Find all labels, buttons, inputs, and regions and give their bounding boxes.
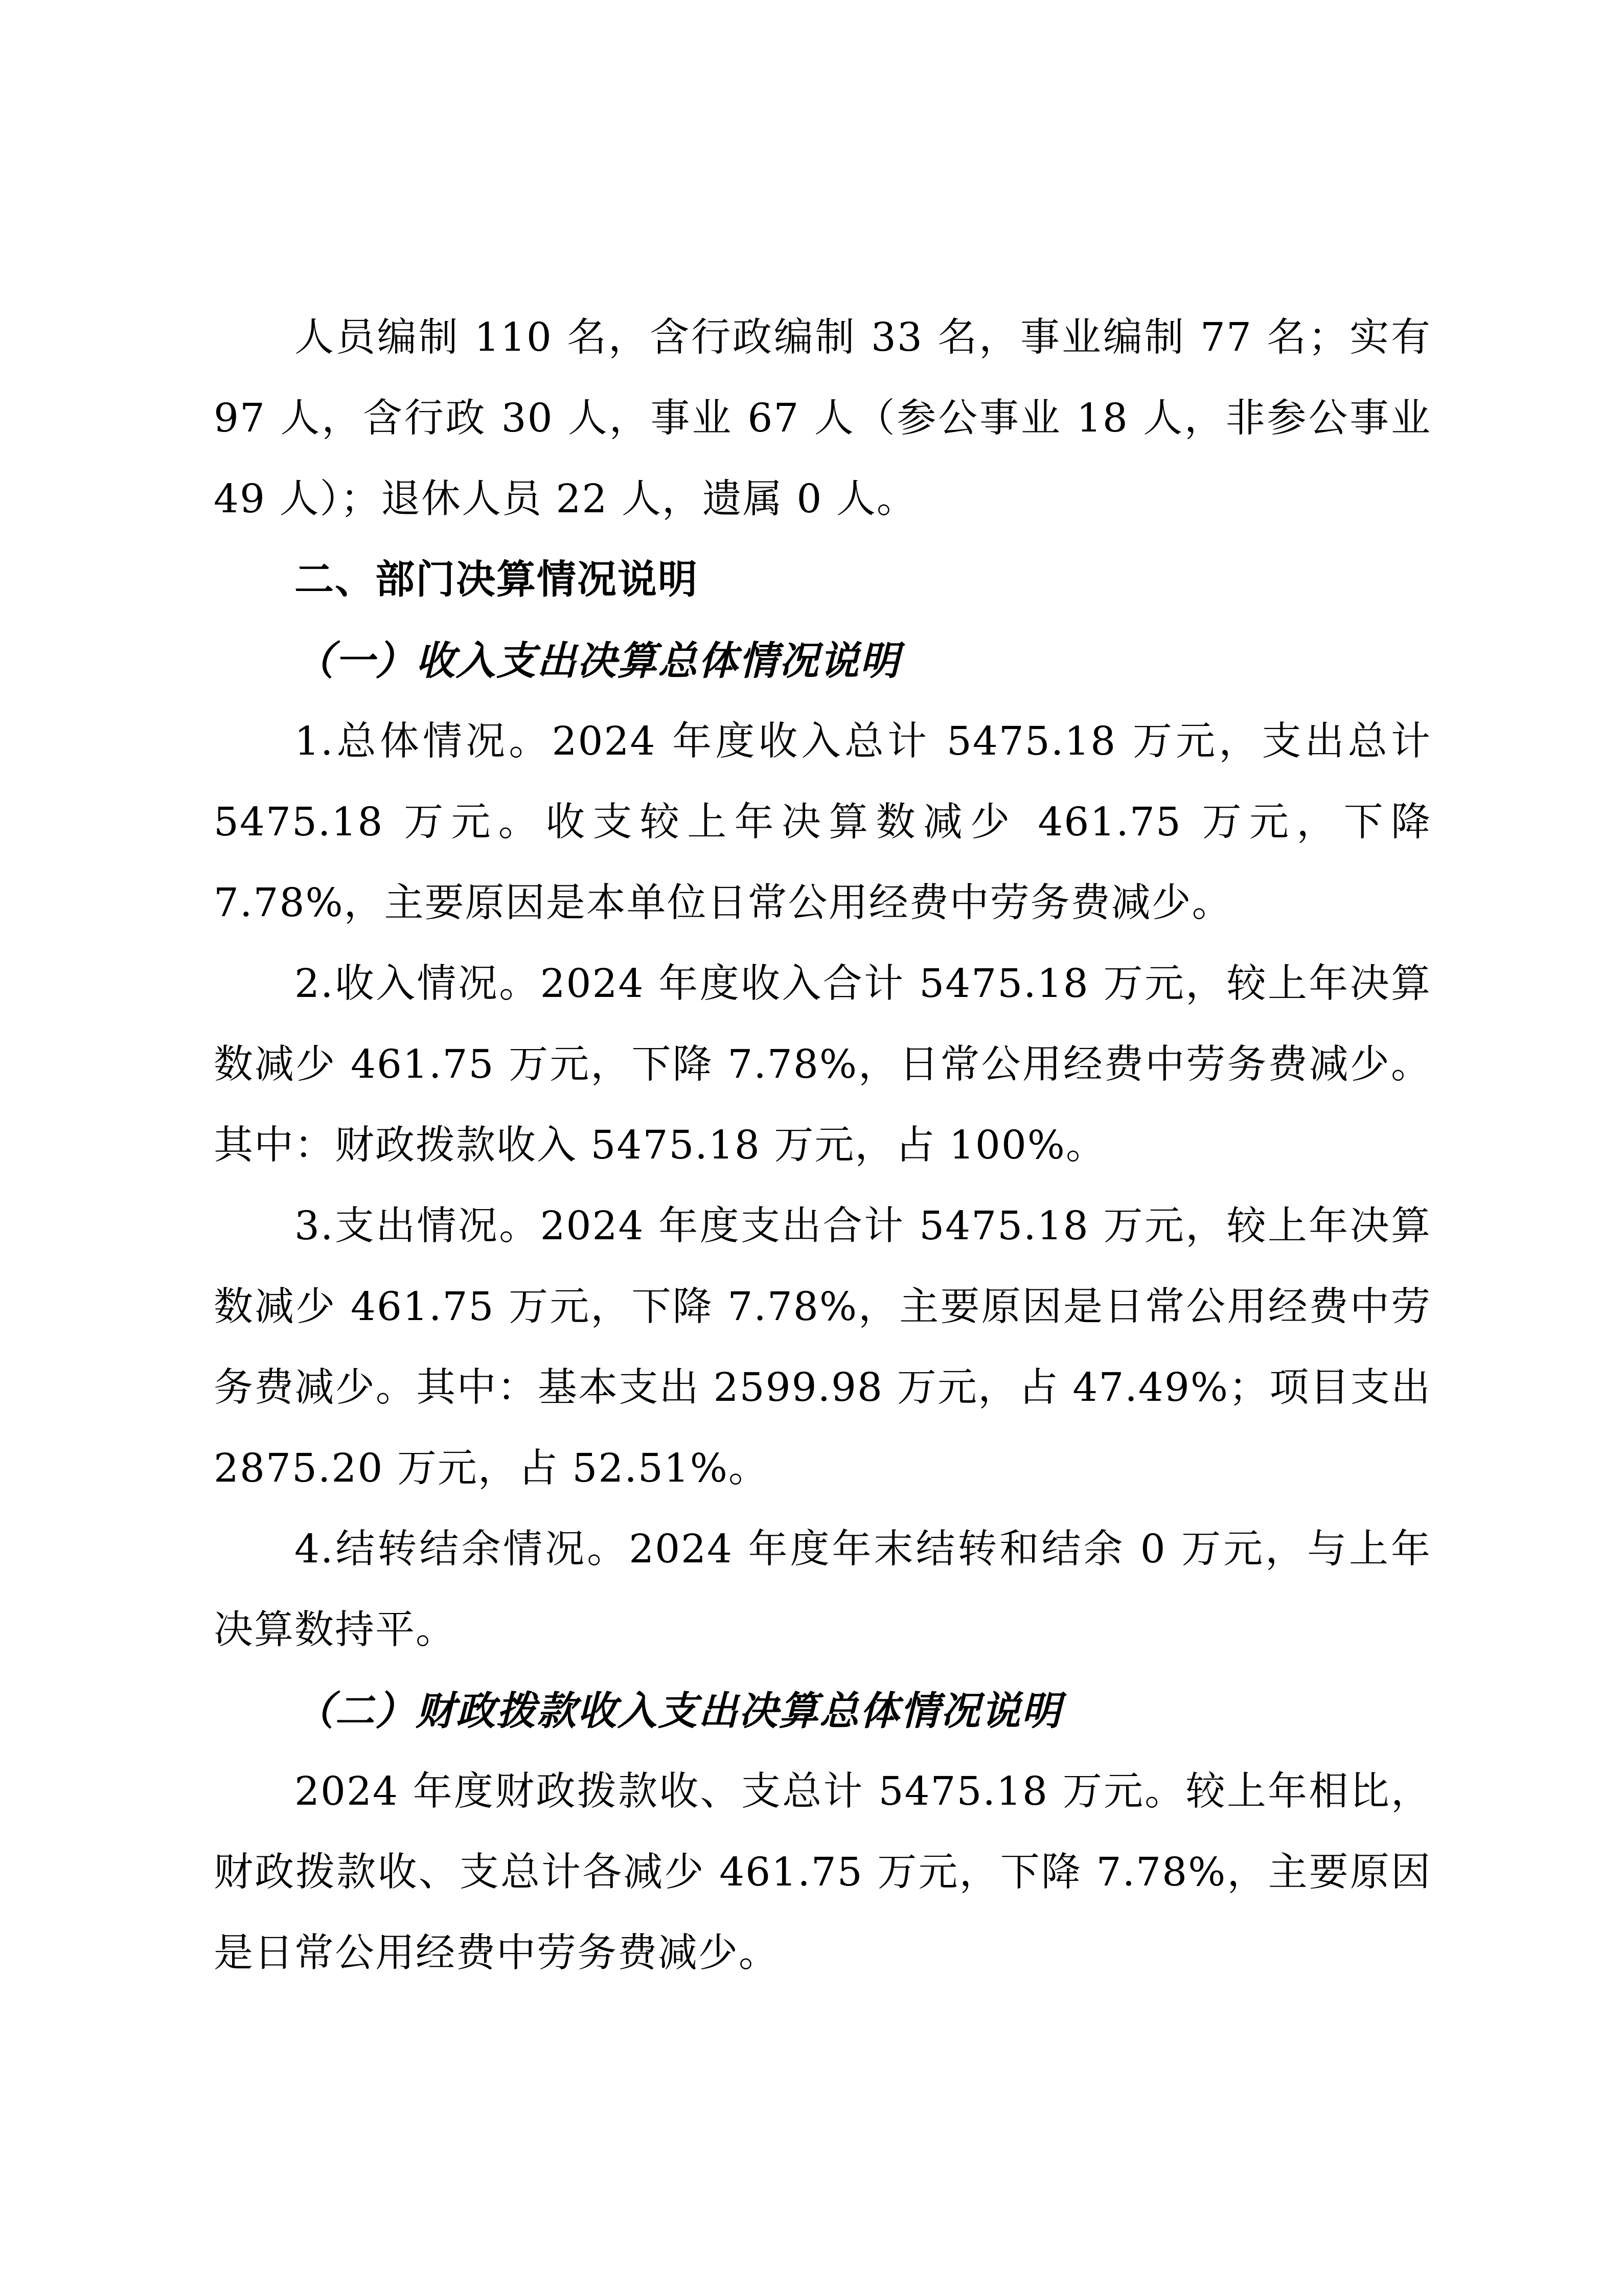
- subsection-heading-fiscal-appropriation: （二）财政拨款收入支出决算总体情况说明: [294, 1688, 1062, 1734]
- section-heading-dept-final-accounts: 二、部门决算情况说明: [294, 557, 698, 603]
- fiscal-appropriation-paragraph: 2024 年度财政拨款收、支总计 5475.18 万元。较上年相比，财政拨款收、支总计各减少 461.75 万元，下降 7.78%，主要原因是日常公用经费中劳务费减少。: [214, 1769, 1431, 1976]
- overall-situation-paragraph: 1.总体情况。2024 年度收入总计 5475.18 万元，支出总计 5475.18 万元。收支较上年决算数减少 461.75 万元，下降 7.78%，主要原因是本单位日常公用经费中劳务费减少。: [214, 719, 1431, 926]
- subsection-heading-revenue-expenditure: （一）收入支出决算总体情况说明: [294, 638, 900, 684]
- staffing-paragraph: 人员编制 110 名，含行政编制 33 名，事业编制 77 名；实有 97 人，含行政 30 人，事业 67 人（参公事业 18 人，非参公事业 49 人）；退休人员 22 人，遗属 0 人。: [214, 315, 1431, 522]
- expenditure-situation-paragraph: 3.支出情况。2024 年度支出合计 5475.18 万元，较上年决算数减少 461.75 万元，下降 7.78%，主要原因是日常公用经费中劳务费减少。其中：基本支出 2599.98 万元，占 47.49%；项目支出 2875.20 万元，占 52.51%。: [214, 1203, 1431, 1491]
- revenue-situation-paragraph: 2.收入情况。2024 年度收入合计 5475.18 万元，较上年决算数减少 461.75 万元，下降 7.78%，日常公用经费中劳务费减少。其中：财政拨款收入 5475.18 万元，占 100%。: [214, 961, 1431, 1168]
- document-page: [214, 298, 1431, 1994]
- carryover-balance-paragraph: 4.结转结余情况。2024 年度年末结转和结余 0 万元，与上年决算数持平。: [214, 1527, 1431, 1653]
